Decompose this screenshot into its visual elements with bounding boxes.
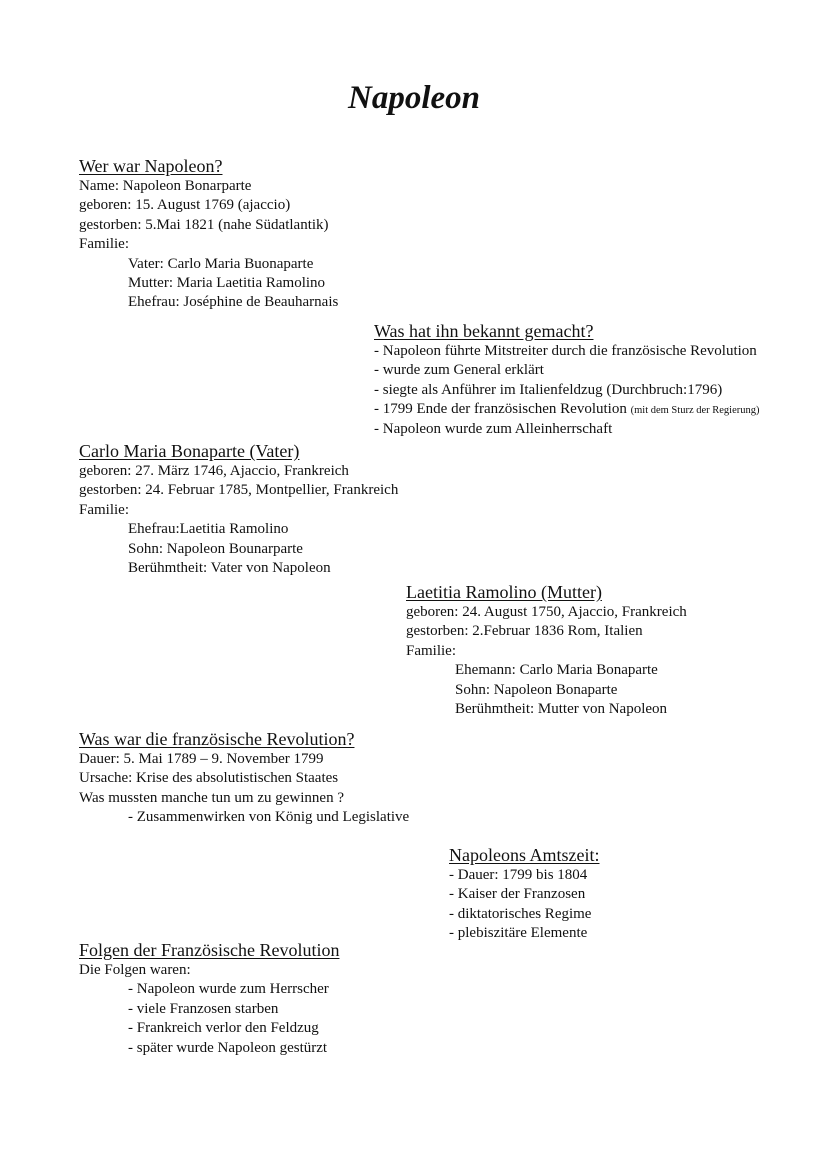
mother-line: Mutter: Maria Laetitia Ramolino [128, 274, 326, 291]
son-line: Sohn: Napoleon Bounarparte [128, 540, 303, 557]
footnote-text: (mit dem Sturz der Regierung) [630, 405, 760, 417]
list-item: - Napoleon führte Mitstreiter durch die französische Revolution [374, 343, 757, 359]
son-line: Sohn: Napoleon Bonaparte [455, 681, 618, 698]
section-folgen [79, 940, 339, 1058]
list-item: - plebiszitäre Elemente [449, 925, 588, 942]
question-line: Was mussten manche tun um zu gewinnen ? [79, 789, 344, 806]
husband-line: Ehemann: Carlo Maria Bonaparte [455, 662, 658, 679]
section-amtszeit [449, 845, 599, 944]
list-item-text: - 1799 Ende der französischen Revolution [374, 401, 627, 418]
wife-line: Ehefrau:Laetitia Ramolino [128, 521, 289, 538]
father-line: Vater: Carlo Maria Buonaparte [128, 255, 314, 272]
list-item: - diktatorisches Regime [449, 905, 592, 922]
family-label: Familie: [406, 642, 456, 659]
list-item: - Napoleon wurde zum Alleinherrschaft [374, 420, 613, 437]
section-heading: Was war die französische Revolution? [79, 729, 355, 749]
death-line: gestorben: 24. Februar 1785, Montpellier, Frankreich [79, 482, 399, 499]
fame-line: Berühmtheit: Mutter von Napoleon [455, 700, 668, 717]
name-line: Name: Napoleon Bonarparte [79, 178, 252, 194]
section-heading: Was hat ihn bekannt gemacht? [374, 321, 594, 341]
list-item: - viele Franzosen starben [128, 1000, 279, 1017]
section-heading: Wer war Napoleon? [79, 156, 223, 176]
list-item: - Frankreich verlor den Feldzug [128, 1020, 319, 1037]
section-wer-war-napoleon [79, 156, 338, 313]
section-carlo [79, 441, 398, 578]
section-heading: Carlo Maria Bonaparte (Vater) [79, 441, 300, 461]
list-item [374, 400, 760, 419]
page-title: Napoleon [348, 80, 480, 116]
list-item: - siegte als Anführer im Italienfeldzug (Durchbruch:1796) [374, 381, 723, 398]
section-laetitia [406, 582, 687, 719]
intro-line: Die Folgen waren: [79, 962, 191, 978]
birth-line: geboren: 24. August 1750, Ajaccio, Frankreich [406, 604, 687, 620]
section-heading: Folgen der Französische Revolution [79, 940, 340, 960]
family-label: Familie: [79, 501, 129, 518]
birth-line: geboren: 15. August 1769 (ajaccio) [79, 197, 291, 214]
list-item: - später wurde Napoleon gestürzt [128, 1039, 328, 1056]
list-item: - Kaiser der Franzosen [449, 886, 586, 903]
cause-line: Ursache: Krise des absolutistischen Staates [79, 770, 339, 787]
fame-line: Berühmtheit: Vater von Napoleon [128, 559, 331, 576]
birth-line: geboren: 27. März 1746, Ajaccio, Frankreich [79, 463, 349, 479]
family-label: Familie: [79, 236, 129, 253]
section-bekannt [374, 321, 760, 439]
section-heading: Laetitia Ramolino (Mutter) [406, 582, 602, 602]
list-item: - Dauer: 1799 bis 1804 [449, 867, 588, 883]
wife-line: Ehefrau: Joséphine de Beauharnais [128, 294, 339, 311]
death-line: gestorben: 2.Februar 1836 Rom, Italien [406, 623, 643, 640]
list-item: - Napoleon wurde zum Herrscher [128, 981, 329, 998]
section-revolution [79, 729, 409, 828]
section-heading: Napoleons Amtszeit: [449, 845, 600, 865]
list-item: - wurde zum General erklärt [374, 362, 544, 379]
duration-line: Dauer: 5. Mai 1789 – 9. November 1799 [79, 751, 324, 767]
death-line: gestorben: 5.Mai 1821 (nahe Südatlantik) [79, 216, 329, 233]
answer-line: - Zusammenwirken von König und Legislative [128, 809, 410, 826]
